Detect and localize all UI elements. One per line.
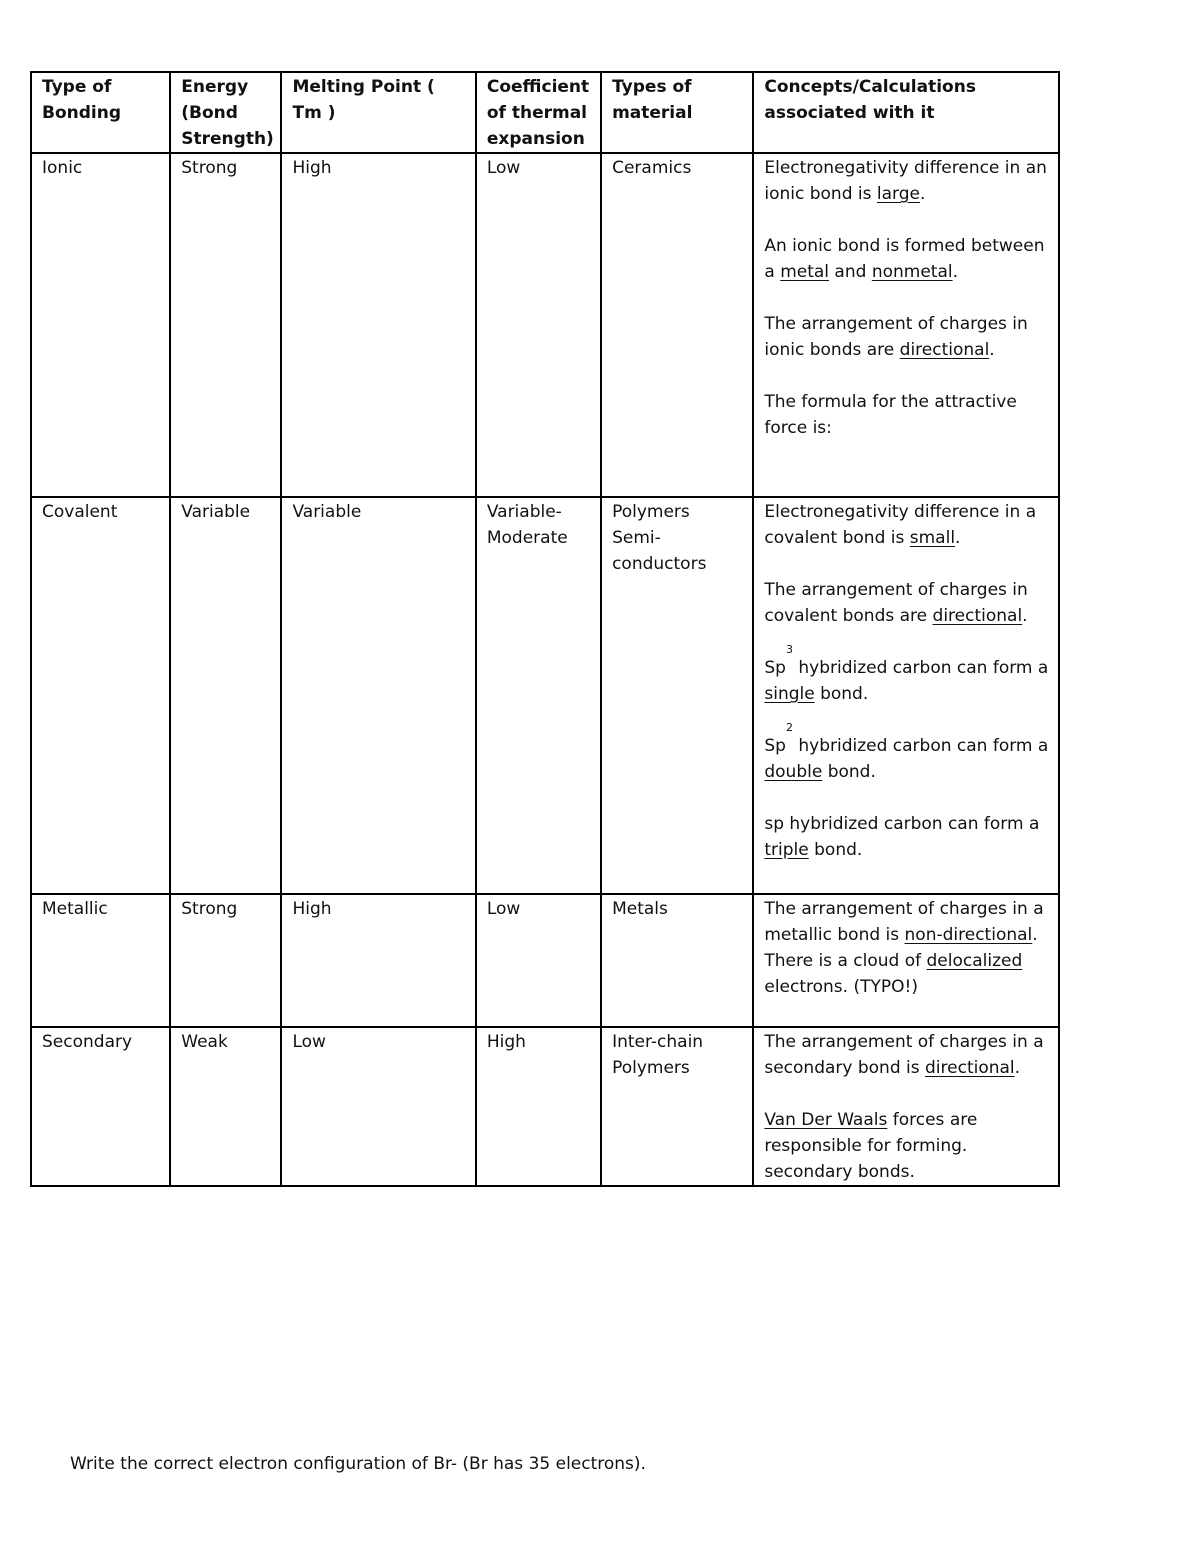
table-row-covalent <box>31 497 1059 894</box>
bond-type-cell: Covalent <box>31 497 170 894</box>
material-cell: Ceramics <box>601 153 753 497</box>
melting-point-cell: High <box>281 894 475 1027</box>
table-row-secondary <box>31 1027 1059 1186</box>
table-row-ionic <box>31 153 1059 497</box>
concept-sp: sp hybridized carbon can form a triple bond. <box>764 814 1040 860</box>
concept-electron-cloud: There is a cloud of delocalized electrons. (TYPO!) <box>764 951 1023 997</box>
concepts-cell <box>753 153 1059 497</box>
bond-type-cell: Secondary <box>31 1027 170 1186</box>
concept-electronegativity: Electronegativity difference in a covalent bond is small. <box>764 502 1037 548</box>
concept-arrangement: The arrangement of charges in a secondary bond is directional. <box>764 1032 1044 1078</box>
concept-arrangement: The arrangement of charges in ionic bonds are directional. <box>764 314 1028 360</box>
concepts-cell <box>753 894 1059 1027</box>
concept-arrangement: The arrangement of charges in a metallic bond is non-directional. <box>764 899 1044 945</box>
thermal-expansion-cell: Variable-Moderate <box>476 497 601 894</box>
answer-blank: large <box>876 184 920 204</box>
answer-blank: small <box>909 528 956 548</box>
thermal-expansion-cell: Low <box>476 894 601 1027</box>
answer-blank: non-directional <box>904 925 1033 945</box>
material-polymers: Polymers <box>612 502 690 522</box>
melting-point-cell: Low <box>281 1027 475 1186</box>
answer-blank: triple <box>764 840 809 860</box>
answer-blank: directional <box>899 340 990 360</box>
concepts-cell <box>753 497 1059 894</box>
answer-blank: nonmetal <box>871 262 953 282</box>
header-concepts: Concepts/Calculations associated with it <box>753 72 1059 153</box>
melting-point-cell: High <box>281 153 475 497</box>
concept-sp2: Sp$^2$ hybridized carbon can form a double bond. <box>764 721 1049 782</box>
material-cell: Metals <box>601 894 753 1027</box>
concept-sp3: Sp$^3$ hybridized carbon can form a single bond. <box>764 643 1049 704</box>
concept-arrangement: The arrangement of charges in covalent bonds are directional. <box>764 580 1028 626</box>
question-text: Write the correct electron configuration of Br- (Br has 35 electrons). <box>70 1454 646 1474</box>
material-cell: Inter-chain Polymers <box>601 1027 753 1186</box>
table-row-metallic <box>31 894 1059 1027</box>
thermal-expansion-cell: Low <box>476 153 601 497</box>
header-melting-point: Melting Point ( Tm ) <box>281 72 475 153</box>
material-cell <box>601 497 753 894</box>
energy-cell: Variable <box>170 497 281 894</box>
material-semiconductors: Semi-conductors <box>612 528 707 574</box>
table-header-row <box>31 72 1059 153</box>
concept-formation: An ionic bond is formed between a metal and nonmetal. <box>764 236 1045 282</box>
thermal-expansion-cell: High <box>476 1027 601 1186</box>
bond-type-cell: Metallic <box>31 894 170 1027</box>
bond-type-cell: Ionic <box>31 153 170 497</box>
answer-blank: Van Der Waals <box>764 1110 888 1130</box>
bonding-table <box>30 71 1060 1187</box>
energy-cell: Strong <box>170 894 281 1027</box>
concept-van-der-waals-cont: secondary bonds. <box>764 1162 915 1182</box>
melting-point-cell: Variable <box>281 497 475 894</box>
energy-cell: Weak <box>170 1027 281 1186</box>
answer-blank: directional <box>925 1058 1015 1078</box>
header-type-of-bonding: Type of Bonding <box>31 72 170 153</box>
concept-formula: The formula for the attractive force is: <box>764 392 1017 438</box>
concept-van-der-waals: Van Der Waals forces are responsible for forming. <box>764 1110 978 1156</box>
header-energy: Energy (Bond Strength) <box>170 72 281 153</box>
answer-blank: metal <box>780 262 830 282</box>
answer-blank: double <box>764 762 823 782</box>
answer-blank: directional <box>932 606 1023 626</box>
energy-cell: Strong <box>170 153 281 497</box>
answer-blank: delocalized <box>926 951 1023 971</box>
concept-electronegativity: Electronegativity difference in an ionic bond is large. <box>764 158 1047 204</box>
header-types-of-material: Types of material <box>601 72 753 153</box>
answer-blank: single <box>764 684 815 704</box>
concepts-cell <box>753 1027 1059 1186</box>
header-thermal-expansion: Coefficient of thermal expansion <box>476 72 601 153</box>
